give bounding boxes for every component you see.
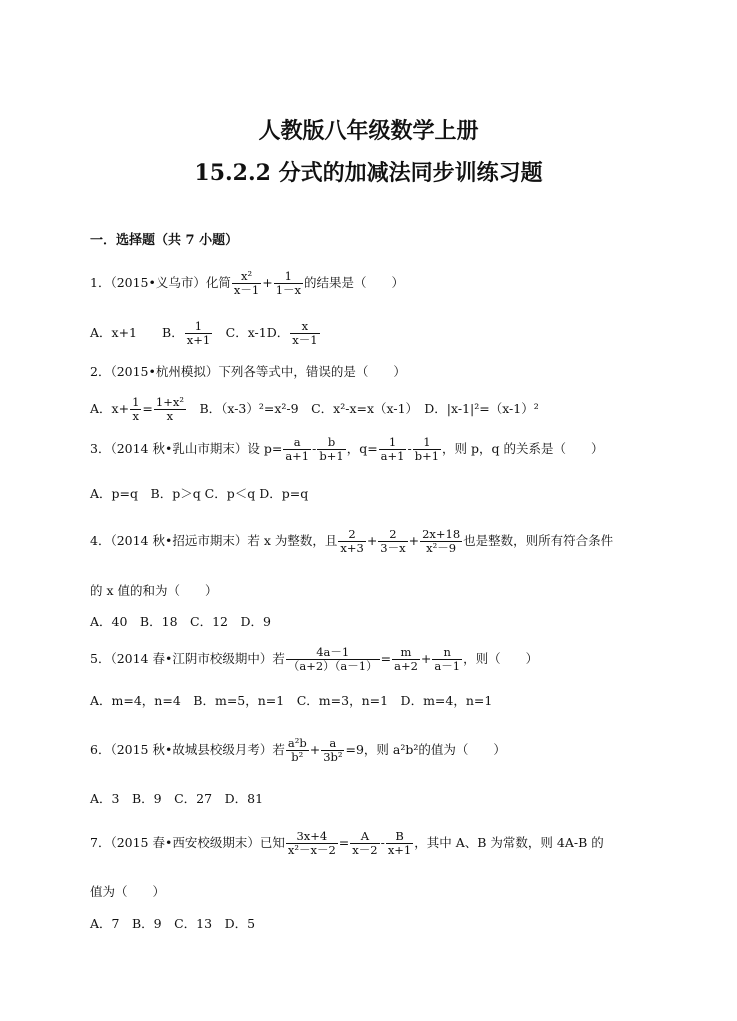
fraction: $\frac{1}{b+1}$ [414,435,440,463]
question-6-options: A．3 B．9 C．27 D．81 [90,791,264,806]
question-1-options: A．x+1 B． $\frac{1}{x+1}$ C．x-1D． $\frac{x}{x-1}$ [90,319,318,347]
fraction: $\frac{4a-1}{(a+2)(a-1)}$ [287,645,378,673]
fraction: $\frac{3x+4}{\text{x²－x－2}}$ [287,829,336,857]
fraction: $\frac{1}{x}$ [132,395,140,423]
fraction: $\frac{1}{a+1}$ [380,435,405,463]
fraction: $\frac{\text{a²b}}{\text{b²}}$ [287,736,307,764]
question-7-continued: 值为（ ） [90,884,166,899]
fraction: $\frac{A}{x-2}$ [352,829,378,857]
question-3-options: A．p=q B．p＞q C．p＜q D．p=q [90,486,309,501]
fraction: $\frac{2}{3-x}$ [380,527,406,555]
fraction: $\frac{1}{1-x}$ [275,269,301,297]
fraction: $\frac{x}{x-1}$ [292,319,318,347]
fraction: $\frac{B}{x+1}$ [387,829,412,857]
question-2-options: A．x+ $\frac{1}{x}$ = $\frac{\text{1+x²}}{x}$ B．（x-3）²=x²-9 C．x²-x=x（x-1） D．|x-1|²=（x-1）² [90,395,539,423]
fraction: $\frac{\text{1+x²}}{x}$ [155,395,184,423]
fraction: $\frac{2}{x+3}$ [340,527,364,555]
section-heading: 一．选择题（共 7 小题） [90,233,239,248]
fraction: $\frac{a}{a+1}$ [285,435,310,463]
fraction: $\frac{2x+18}{\text{x²－9}}$ [422,527,461,555]
title-line-2: 15.2.2 分式的加减法同步训练习题 [194,160,543,186]
question-2: 2．（2015•杭州模拟）下列各等式中，错误的是（ ） [90,364,406,379]
question-6: 6．（2015 秋•故城县校级月考）若 $\frac{\text{a²b}}{\text{b²}}$ + $\frac{a}{\text{3b²}}$ =9，则 a²b²的值为（ ） [90,736,506,764]
question-3: 3．（2014 秋•乳山市期末）设 p= $\frac{a}{a+1}$ - $\frac{b}{b+1}$ ，q= $\frac{1}{a+1}$ - $\frac{1}{b+1}$ ，则 p，q 的关系是（ ） [90,435,604,463]
fraction: $\frac{\text{x²}}{x-1}$ [233,269,260,297]
question-7-options: A．7 B．9 C．13 D．5 [90,916,256,931]
question-4: 4．（2014 秋•招远市期末）若 x 为整数，且 $\frac{2}{x+3}$ + $\frac{2}{3-x}$ + $\frac{2x+18}{\text{x²－9}}$ 也是整数，则所有符合条件 [90,527,614,555]
question-4-continued: 的 x 值的和为（ ） [90,583,218,598]
fraction: $\frac{1}{x+1}$ [186,319,211,347]
fraction: $\frac{m}{a+2}$ [394,645,418,673]
fraction: $\frac{b}{b+1}$ [319,435,344,463]
question-5-options: A．m=4，n=4 B．m=5，n=1 C．m=3，n=1 D．m=4，n=1 [90,693,493,708]
fraction: $\frac{n}{a-1}$ [434,645,461,673]
title-line-1: 人教版八年级数学上册 [258,118,479,144]
question-1: 1．（2015•义乌市）化简 $\frac{\text{x²}}{x-1}$ + $\frac{1}{1-x}$ 的结果是（ ） [90,269,405,297]
question-4-options: A．40 B．18 C．12 D．9 [90,614,271,629]
question-7: 7．（2015 春•西安校级期末）已知 $\frac{3x+4}{\text{x²－x－2}}$ = $\frac{A}{x-2}$ - $\frac{B}{x+1}$ ，其中 A、B 为常数，则 4A-B 的 [90,829,604,857]
question-5: 5．（2014 春•江阴市校级期中）若 $\frac{4a-1}{(a+2)(a-1)}$ = $\frac{m}{a+2}$ + $\frac{n}{a-1}$ ，则（ ） [90,645,539,673]
fraction: $\frac{a}{\text{3b²}}$ [323,736,343,764]
